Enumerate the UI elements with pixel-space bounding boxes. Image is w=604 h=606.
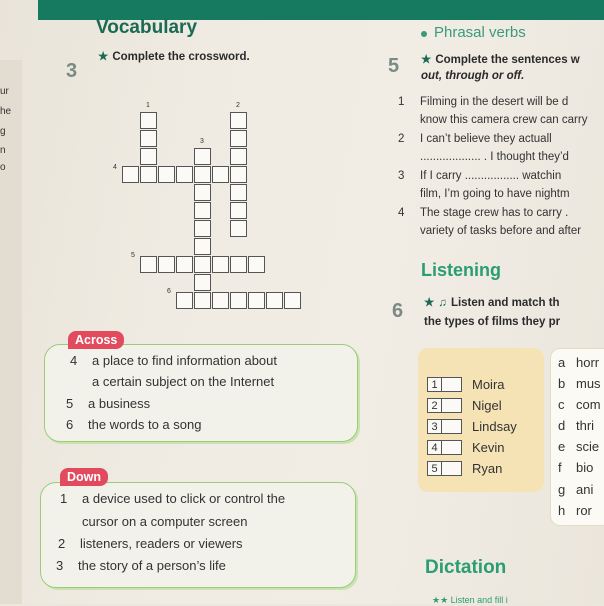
- film-type-option: b mus: [558, 376, 601, 391]
- crossword-cell[interactable]: [230, 112, 247, 129]
- star-icon: ★: [424, 297, 435, 309]
- crossword-clue-number: 2: [236, 102, 240, 109]
- crossword-cell[interactable]: [158, 256, 175, 273]
- exercise-instruction-cont: out, through or off.: [421, 70, 525, 82]
- answer-box[interactable]: [442, 461, 462, 476]
- crossword-cell[interactable]: [266, 292, 283, 309]
- across-clue: 5 a business: [66, 396, 151, 411]
- crossword-cell[interactable]: [176, 292, 193, 309]
- down-badge: Down: [60, 468, 108, 486]
- crossword-cell[interactable]: [194, 238, 211, 255]
- down-clue-cont: cursor on a computer screen: [82, 514, 248, 529]
- previous-page-edge: [0, 60, 22, 604]
- answer-box[interactable]: [442, 377, 462, 392]
- exercise-instruction: ★ Complete the crossword.: [98, 51, 250, 63]
- crossword-cell[interactable]: [158, 166, 175, 183]
- crossword-cell[interactable]: [212, 292, 229, 309]
- sentence-cont: film, I’m going to have nightm: [420, 188, 570, 200]
- margin-fragment: n: [0, 145, 6, 156]
- down-clue: 2 listeners, readers or viewers: [58, 536, 243, 551]
- crossword-cell[interactable]: [284, 292, 301, 309]
- crossword-cell[interactable]: [230, 130, 247, 147]
- sentence-cont: variety of tasks before and after: [420, 225, 582, 237]
- crossword-cell[interactable]: [230, 220, 247, 237]
- textbook-page: ur he g n o Vocabulary 3 ★ Complete the crossword. 1 2 3 4 5 6 Across 4 a place to find information about a certain subject on the Internet 5 a business 6 the words to a song Down 1 a device used to click or control the cursor on a computer screen 2 listeners, readers or viewers 3 the story of a person’s life Phrasal verbs 5 ★ Complete the sentences w out, through or off. 1 Filming in the desert will be d know this camera crew can carry 2 I can’t believe they actuall ................... . I thought they’d 3 If I carry ................. watchin film, I’m going to have nightm 4 The stage crew has to carry . variety of tasks before and after Listening 6 ★ ♫ Listen and match th the types of films they pr 1 Moira 2 Nigel 3 Lindsay 4 Kevin 5 Ryan a horr b mus c com d thri e scie f bio g ani h ror Dictation ★★ Listen and fill i: [0, 0, 604, 604]
- exercise-instruction: ★ Complete the sentences w: [421, 54, 580, 66]
- dictation-instruction: ★★ Listen and fill i: [432, 595, 508, 605]
- film-type-option: a horr: [558, 355, 600, 370]
- across-badge: Across: [68, 331, 124, 349]
- crossword-clue-number: 3: [200, 138, 204, 145]
- star-icon: ★: [421, 54, 432, 66]
- star-icon: ★★: [432, 595, 449, 605]
- crossword-cell[interactable]: [212, 166, 229, 183]
- crossword-cell[interactable]: [140, 130, 157, 147]
- crossword-cell[interactable]: [194, 220, 211, 237]
- crossword-cell[interactable]: [194, 166, 211, 183]
- sentence: 3 If I carry ................. watchin: [398, 170, 562, 182]
- vocabulary-heading: Vocabulary: [96, 17, 198, 38]
- crossword-cell[interactable]: [176, 166, 193, 183]
- crossword-cell[interactable]: [140, 256, 157, 273]
- margin-fragment: g: [0, 126, 6, 137]
- crossword-cell[interactable]: [230, 292, 247, 309]
- listening-heading: Listening: [421, 260, 501, 280]
- crossword-cell[interactable]: [122, 166, 139, 183]
- film-type-option: g ani: [558, 482, 594, 497]
- film-type-option: f bio: [558, 460, 594, 475]
- film-type-option: e scie: [558, 439, 600, 454]
- answer-box[interactable]: [442, 398, 462, 413]
- crossword-cell[interactable]: [230, 256, 247, 273]
- phrasal-verbs-heading: Phrasal verbs: [434, 24, 526, 41]
- crossword-clue-number: 6: [167, 288, 171, 295]
- sentence: 2 I can’t believe they actuall: [398, 133, 552, 145]
- crossword-cell[interactable]: [230, 148, 247, 165]
- crossword-cell[interactable]: [140, 166, 157, 183]
- crossword-cell[interactable]: [194, 256, 211, 273]
- crossword-cell[interactable]: [140, 148, 157, 165]
- exercise-number: 6: [392, 300, 404, 322]
- sentence-cont: know this camera crew can carry: [420, 114, 588, 126]
- crossword-cell[interactable]: [194, 202, 211, 219]
- crossword-cell[interactable]: [230, 184, 247, 201]
- exercise-number: 5: [388, 55, 400, 77]
- crossword-cell[interactable]: [140, 112, 157, 129]
- across-clue: 6 the words to a song: [66, 417, 202, 432]
- sentence: 4 The stage crew has to carry .: [398, 207, 569, 219]
- crossword-cell[interactable]: [212, 256, 229, 273]
- film-type-option: c com: [558, 397, 601, 412]
- across-clue-cont: a certain subject on the Internet: [92, 374, 275, 389]
- crossword-clue-number: 5: [131, 252, 135, 259]
- dictation-heading: Dictation: [425, 557, 507, 578]
- crossword-cell[interactable]: [248, 256, 265, 273]
- across-clue: 4 a place to find information about: [70, 353, 278, 368]
- bullet-dot: [421, 31, 427, 37]
- star-icon: ★: [98, 51, 109, 63]
- crossword-clue-number: 1: [146, 102, 150, 109]
- film-types-panel: [550, 348, 604, 526]
- crossword-cell[interactable]: [194, 184, 211, 201]
- sentence: 1 Filming in the desert will be d: [398, 96, 569, 108]
- exercise-number: 3: [66, 60, 78, 82]
- margin-fragment: ur: [0, 86, 9, 97]
- crossword-cell[interactable]: [230, 166, 247, 183]
- crossword-cell[interactable]: [230, 202, 247, 219]
- crossword-cell[interactable]: [194, 148, 211, 165]
- crossword-cell[interactable]: [194, 274, 211, 291]
- crossword-cell[interactable]: [176, 256, 193, 273]
- down-clue: 3 the story of a person’s life: [56, 558, 226, 573]
- crossword-clue-number: 4: [113, 164, 117, 171]
- film-type-option: h ror: [558, 503, 592, 518]
- sentence-cont: ................... . I thought they’d: [420, 151, 569, 163]
- margin-fragment: o: [0, 162, 6, 173]
- answer-box[interactable]: [442, 419, 462, 434]
- crossword-cell[interactable]: [194, 292, 211, 309]
- film-type-option: d thri: [558, 418, 595, 433]
- margin-fragment: he: [0, 106, 12, 117]
- crossword-cell[interactable]: [248, 292, 265, 309]
- exercise-instruction-cont: the types of films they pr: [424, 316, 561, 328]
- answer-box[interactable]: [442, 440, 462, 455]
- down-clue: 1 a device used to click or control the: [60, 491, 286, 506]
- crossword-grid: [110, 82, 310, 302]
- headphones-icon: ♫: [438, 297, 447, 309]
- exercise-instruction: ★ ♫ Listen and match th: [424, 297, 560, 309]
